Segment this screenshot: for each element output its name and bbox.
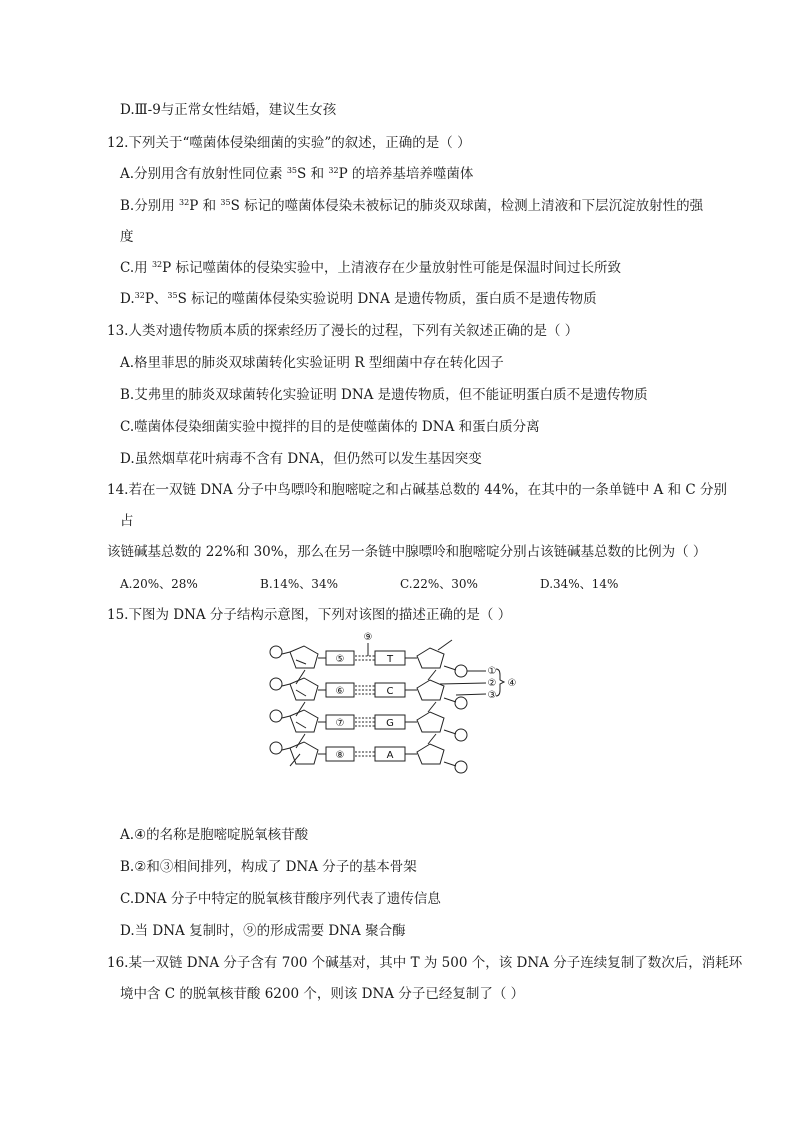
- callout-label-1: ①: [487, 666, 497, 677]
- left-sugars: [282, 646, 318, 764]
- q15-stem: 15.下图为 DNA 分子结构示意图，下列对该图的描述正确的是（ ）: [107, 607, 512, 623]
- q13-stem: 13.人类对遗传物质本质的探索经历了漫长的过程，下列有关叙述正确的是（ ）: [107, 323, 579, 339]
- right-backbone: [428, 640, 456, 766]
- q13-option-d: D.虽然烟草花叶病毒不含有 DNA，但仍然可以发生基因突变: [120, 451, 482, 467]
- q14-option-c: C.22%、30%: [400, 577, 478, 591]
- q15-option-a: A.④的名称是胞嘧啶脱氧核苷酸: [120, 827, 309, 843]
- right-sugars: [417, 648, 444, 764]
- left-base-links: [318, 658, 326, 754]
- q14-choices: [120, 575, 618, 593]
- q14-option-a: A.20%、28%: [120, 577, 198, 591]
- q16-stem-line1: 16.某一双链 DNA 分子含有 700 个碱基对，其中 T 为 500 个，该 DNA 分子连续复制了数次后，消耗环: [107, 955, 743, 971]
- q16-stem-line2: 境中含 C 的脱氧核苷酸 6200 个，则该 DNA 分子已经复制了（ ）: [120, 986, 525, 1002]
- q12-option-b-continued: 度: [120, 229, 134, 245]
- q14-stem-line2: 占: [120, 513, 134, 529]
- callout-label-2: ②: [487, 678, 497, 689]
- right-phosphates: [455, 665, 467, 773]
- right-base-3: G: [386, 718, 394, 729]
- callout-label-3: ③: [487, 690, 497, 701]
- q13-option-b: B.艾弗里的肺炎双球菌转化实验证明 DNA 是遗传物质，但不能证明蛋白质不是遗传物质: [120, 387, 648, 403]
- right-base-links: [405, 658, 417, 754]
- q13-option-c: C.噬菌体侵染细菌实验中搅拌的目的是使噬菌体的 DNA 和蛋白质分离: [120, 419, 540, 435]
- q15-option-b: B.②和③相间排列，构成了 DNA 分子的基本骨架: [120, 859, 417, 875]
- q15-option-d: D.当 DNA 复制时，⑨的形成需要 DNA 聚合酶: [120, 923, 406, 939]
- q13-option-a: A.格里菲思的肺炎双球菌转化实验证明 R 型细菌中存在转化因子: [120, 355, 504, 371]
- q14-option-d: D.34%、14%: [540, 577, 619, 591]
- right-base-boxes: [375, 651, 405, 761]
- q12-option-c: C.用 $^{32}$P 标记噬菌体的侵染实验中，上清液存在少量放射性可能是保温时间过长所致: [120, 260, 621, 276]
- q14-option-b: B.14%、34%: [260, 577, 338, 591]
- dna-structure-diagram: [260, 628, 530, 778]
- q12-option-d: D.$^{32}$P、$^{35}$S 标记的噬菌体侵染实验说明 DNA 是遗传物质，蛋白质不是遗传物质: [120, 291, 597, 307]
- q12-stem: 12.下列关于“噬菌体侵染细菌的实验”的叙述，正确的是（ ）: [107, 135, 471, 151]
- q15-option-c: C.DNA 分子中特定的脱氧核苷酸序列代表了遗传信息: [120, 891, 441, 907]
- left-base-label-1: ⑤: [335, 654, 345, 665]
- q11-option-d: D.Ⅲ-9与正常女性结婚，建议生女孩: [120, 102, 337, 118]
- q14-stem-line1: 14.若在一双链 DNA 分子中鸟嘌呤和胞嘧啶之和占碱基总数的 44%，在其中的一条单链中 A 和 C 分别: [107, 482, 727, 498]
- q12-option-b: B.分别用 $^{32}$P 和 $^{35}$S 标记的噬菌体侵染未被标记的肺炎双球菌，检测上清液和下层沉淀放射性的强: [120, 198, 704, 214]
- left-base-label-4: ⑧: [335, 750, 345, 761]
- left-base-boxes: [326, 651, 354, 761]
- left-base-label-2: ⑥: [335, 686, 345, 697]
- hydrogen-bonds: [355, 656, 375, 756]
- left-phosphates: [270, 646, 282, 754]
- brace-label: ④: [507, 678, 517, 689]
- hbond-label: ⑨: [363, 632, 373, 643]
- right-base-2: C: [386, 686, 394, 697]
- left-base-label-3: ⑦: [335, 718, 345, 729]
- q14-stem-line3: 该链碱基总数的 22%和 30%，那么在另一条链中腺嘌呤和胞嘧啶分别占该链碱基总数的比例为（ ）: [107, 544, 707, 560]
- right-base-4: A: [386, 750, 394, 761]
- q12-option-a: A.分别用含有放射性同位素 $^{35}$S 和 $^{32}$P 的培养基培养噬菌体: [120, 166, 474, 182]
- right-base-1: T: [386, 654, 394, 665]
